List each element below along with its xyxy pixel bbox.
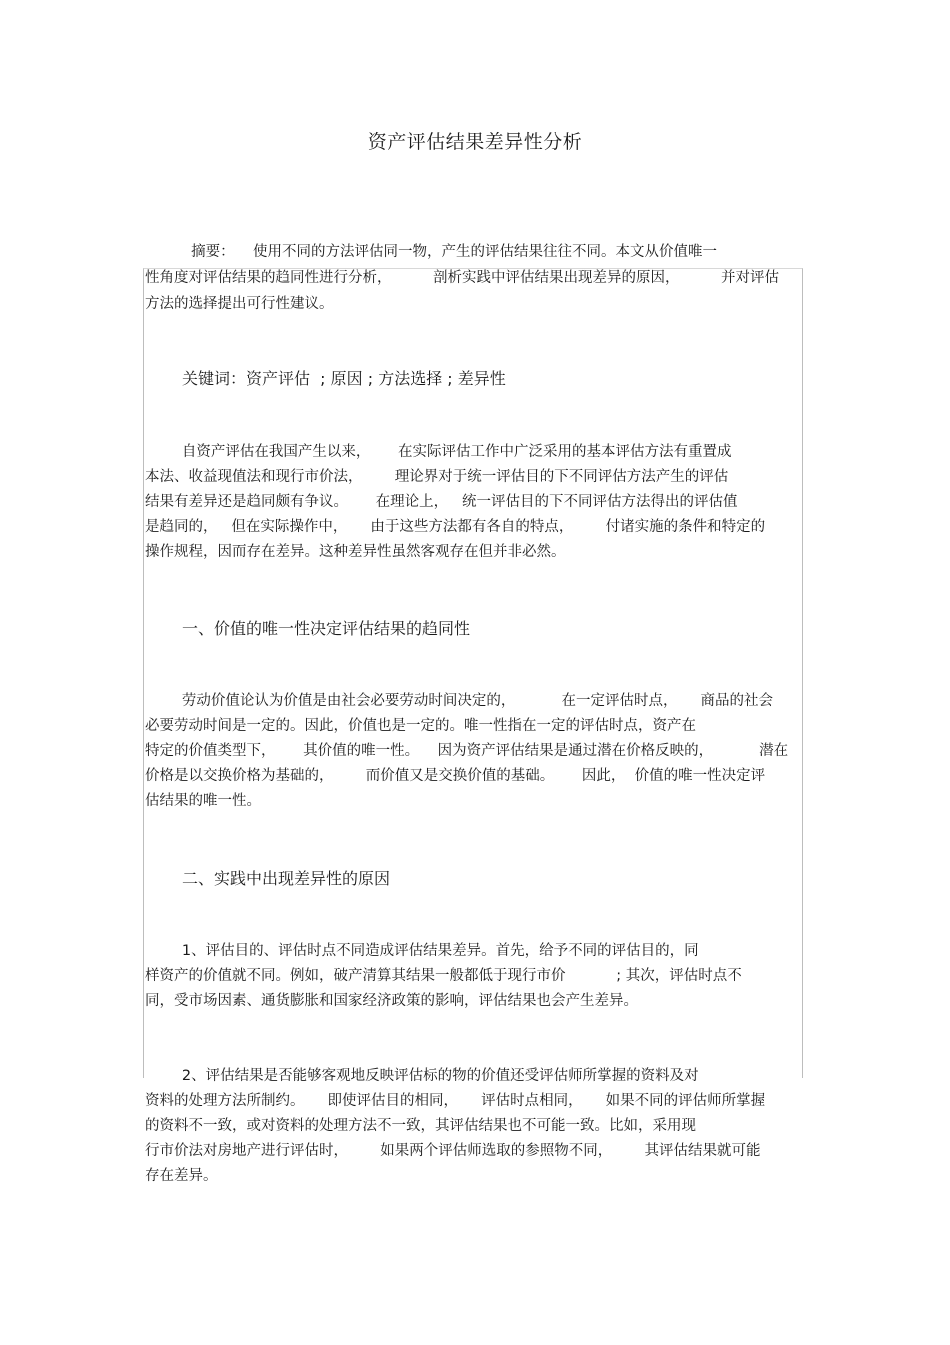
- intro-line: 结果有差异还是趋同颇有争议。 在理论上， 统一评估目的下不同评估方法得出的评估值: [145, 494, 738, 510]
- intro-line: 操作规程，因而存在差异。这种差异性虽然客观存在但并非必然。: [145, 544, 566, 560]
- intro-line: 自资产评估在我国产生以来， 在实际评估工作中广泛采用的基本评估方法有重置成: [145, 444, 732, 460]
- point1-line: 样资产的价值就不同。例如，破产清算其结果一般都低于现行市价 ; 其次，评估时点不: [145, 968, 742, 984]
- section1-line: 价格是以交换价格为基础的， 而价值又是交换价值的基础。 因此， 价值的唯一性决定评: [145, 768, 766, 784]
- point2-line: 的资料不一致，或对资料的处理方法不一致，其评估结果也不可能一致。比如，采用现: [145, 1118, 696, 1134]
- keywords: 关键词：资产评估 ; 原因 ; 方法选择 ; 差异性: [182, 369, 506, 388]
- intro-line: 是趋同的， 但在实际操作中， 由于这些方法都有各自的特点， 付诸实施的条件和特定的: [145, 519, 766, 535]
- section1-line: 必要劳动时间是一定的。因此，价值也是一定的。唯一性指在一定的评估时点，资产在: [145, 718, 696, 734]
- intro-line: 本法、收益现值法和现行市价法， 理论界对于统一评估目的下不同评估方法产生的评估: [145, 469, 729, 485]
- abstract-line: 性角度对评估结果的趋同性进行分析， 剖析实践中评估结果出现差异的原因， 并对评估: [145, 270, 779, 286]
- section-heading: 二、实践中出现差异性的原因: [182, 869, 391, 888]
- point2-line: 存在差异。: [145, 1168, 218, 1184]
- point1-line: 1、评估目的、评估时点不同造成评估结果差异。首先，给予不同的评估目的，同: [145, 943, 699, 959]
- section1-line: 特定的价值类型下， 其价值的唯一性。 因为资产评估结果是通过潜在价格反映的， 潜在: [145, 743, 789, 759]
- point2-line: 2、评估结果是否能够客观地反映评估标的物的价值还受评估师所掌握的资料及对: [145, 1068, 699, 1084]
- section-heading: 一、价值的唯一性决定评估结果的趋同性: [182, 619, 471, 638]
- page-title: 资产评估结果差异性分析: [367, 131, 583, 153]
- point2-line: 行市价法对房地产进行评估时， 如果两个评估师选取的参照物不同， 其评估结果就可能: [145, 1143, 761, 1159]
- section1-line: 估结果的唯一性。: [145, 793, 261, 809]
- section1-line: 劳动价值论认为价值是由社会必要劳动时间决定的， 在一定评估时点， 商品的社会: [145, 693, 774, 709]
- abstract-line: 摘要： 使用不同的方法评估同一物，产生的评估结果往往不同。本文从价值唯一: [145, 244, 718, 260]
- point1-line: 同，受市场因素、通货膨胀和国家经济政策的影响，评估结果也会产生差异。: [145, 993, 638, 1009]
- point2-line: 资料的处理方法所制约。 即使评估目的相同， 评估时点相同， 如果不同的评估师所掌握: [145, 1093, 766, 1109]
- abstract-line: 方法的选择提出可行性建议。: [145, 296, 334, 312]
